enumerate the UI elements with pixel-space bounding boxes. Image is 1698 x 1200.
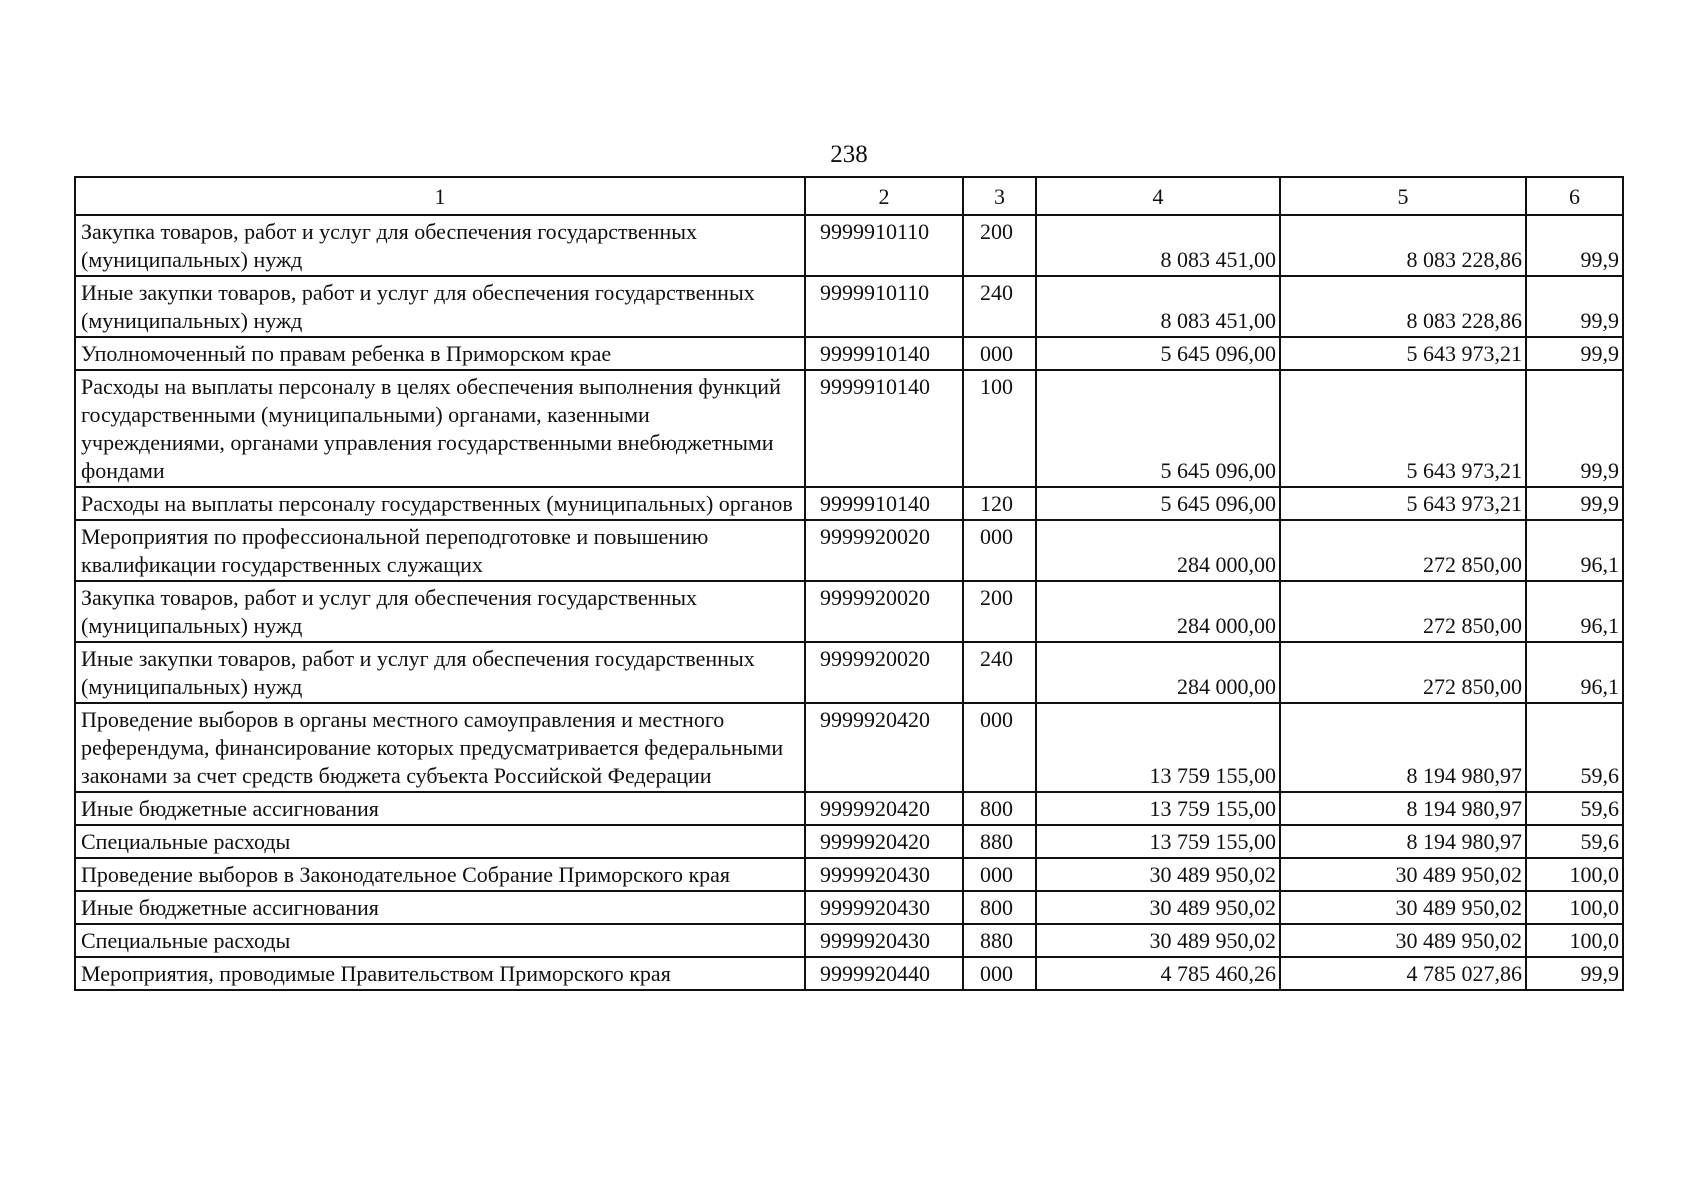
table-row [75, 825, 1623, 858]
row-actual-amount: 8 194 980,97 [1280, 825, 1526, 858]
row-actual-amount: 272 850,00 [1280, 520, 1526, 581]
row-percent: 99,9 [1526, 215, 1623, 276]
table-row [75, 337, 1623, 370]
table-row [75, 858, 1623, 891]
row-name: Иные закупки товаров, работ и услуг для обеспечения государственных (муниципальных) нужд [75, 642, 805, 703]
row-expense-type: 000 [963, 337, 1036, 370]
row-name: Расходы на выплаты персоналу государственных (муниципальных) органов [75, 487, 805, 520]
row-name: Закупка товаров, работ и услуг для обеспечения государственных (муниципальных) нужд [75, 215, 805, 276]
row-code: 9999920420 [805, 792, 963, 825]
row-percent: 99,9 [1526, 487, 1623, 520]
row-percent: 99,9 [1526, 957, 1623, 990]
budget-table [74, 176, 1624, 991]
row-percent: 100,0 [1526, 858, 1623, 891]
row-code: 9999910110 [805, 276, 963, 337]
row-actual-amount: 272 850,00 [1280, 581, 1526, 642]
row-percent: 100,0 [1526, 924, 1623, 957]
table-row [75, 642, 1623, 703]
row-expense-type: 120 [963, 487, 1036, 520]
row-expense-type: 240 [963, 642, 1036, 703]
row-plan-amount: 5 645 096,00 [1036, 337, 1280, 370]
row-plan-amount: 8 083 451,00 [1036, 276, 1280, 337]
column-header: 5 [1280, 177, 1526, 215]
row-code: 9999920020 [805, 642, 963, 703]
row-code: 9999920420 [805, 703, 963, 792]
row-expense-type: 240 [963, 276, 1036, 337]
table-row [75, 703, 1623, 792]
row-percent: 59,6 [1526, 703, 1623, 792]
table-row [75, 581, 1623, 642]
row-plan-amount: 30 489 950,02 [1036, 858, 1280, 891]
row-code: 9999910110 [805, 215, 963, 276]
row-name: Мероприятия, проводимые Правительством Приморского края [75, 957, 805, 990]
row-name: Мероприятия по профессиональной переподготовке и повышению квалификации государственных служащих [75, 520, 805, 581]
row-actual-amount: 4 785 027,86 [1280, 957, 1526, 990]
row-code: 9999920430 [805, 858, 963, 891]
row-plan-amount: 5 645 096,00 [1036, 370, 1280, 487]
row-plan-amount: 4 785 460,26 [1036, 957, 1280, 990]
row-code: 9999910140 [805, 370, 963, 487]
row-actual-amount: 8 194 980,97 [1280, 792, 1526, 825]
row-code: 9999910140 [805, 487, 963, 520]
row-expense-type: 000 [963, 858, 1036, 891]
row-actual-amount: 30 489 950,02 [1280, 858, 1526, 891]
row-code: 9999920440 [805, 957, 963, 990]
row-name: Специальные расходы [75, 825, 805, 858]
row-name: Иные бюджетные ассигнования [75, 792, 805, 825]
row-plan-amount: 13 759 155,00 [1036, 825, 1280, 858]
row-name: Проведение выборов в органы местного самоуправления и местного референдума, финансирование которых предусматривается федеральными законами за счет средств бюджета субъекта Российской Федерации [75, 703, 805, 792]
column-header: 4 [1036, 177, 1280, 215]
column-header: 2 [805, 177, 963, 215]
row-expense-type: 100 [963, 370, 1036, 487]
row-name: Иные бюджетные ассигнования [75, 891, 805, 924]
row-name: Закупка товаров, работ и услуг для обеспечения государственных (муниципальных) нужд [75, 581, 805, 642]
column-header: 1 [75, 177, 805, 215]
row-percent: 59,6 [1526, 792, 1623, 825]
row-actual-amount: 272 850,00 [1280, 642, 1526, 703]
row-code: 9999920420 [805, 825, 963, 858]
row-expense-type: 000 [963, 520, 1036, 581]
page-number: 238 [830, 141, 868, 168]
row-percent: 96,1 [1526, 642, 1623, 703]
row-percent: 96,1 [1526, 581, 1623, 642]
row-expense-type: 800 [963, 891, 1036, 924]
row-code: 9999920020 [805, 520, 963, 581]
row-expense-type: 000 [963, 957, 1036, 990]
row-actual-amount: 8 083 228,86 [1280, 215, 1526, 276]
row-name: Специальные расходы [75, 924, 805, 957]
table-row [75, 891, 1623, 924]
row-code: 9999910140 [805, 337, 963, 370]
row-percent: 96,1 [1526, 520, 1623, 581]
table-row [75, 487, 1623, 520]
row-actual-amount: 5 643 973,21 [1280, 337, 1526, 370]
row-actual-amount: 5 643 973,21 [1280, 487, 1526, 520]
row-actual-amount: 8 083 228,86 [1280, 276, 1526, 337]
row-plan-amount: 8 083 451,00 [1036, 215, 1280, 276]
table-row [75, 276, 1623, 337]
row-percent: 59,6 [1526, 825, 1623, 858]
table-row [75, 924, 1623, 957]
row-plan-amount: 5 645 096,00 [1036, 487, 1280, 520]
row-plan-amount: 284 000,00 [1036, 642, 1280, 703]
table-row [75, 215, 1623, 276]
row-actual-amount: 30 489 950,02 [1280, 924, 1526, 957]
row-plan-amount: 30 489 950,02 [1036, 924, 1280, 957]
row-expense-type: 200 [963, 581, 1036, 642]
row-name: Уполномоченный по правам ребенка в Приморском крае [75, 337, 805, 370]
row-actual-amount: 30 489 950,02 [1280, 891, 1526, 924]
row-expense-type: 000 [963, 703, 1036, 792]
row-percent: 99,9 [1526, 337, 1623, 370]
table-row [75, 520, 1623, 581]
table-body [75, 215, 1623, 990]
row-expense-type: 800 [963, 792, 1036, 825]
row-plan-amount: 13 759 155,00 [1036, 703, 1280, 792]
row-plan-amount: 13 759 155,00 [1036, 792, 1280, 825]
row-expense-type: 880 [963, 825, 1036, 858]
row-plan-amount: 284 000,00 [1036, 520, 1280, 581]
row-actual-amount: 5 643 973,21 [1280, 370, 1526, 487]
row-code: 9999920020 [805, 581, 963, 642]
row-percent: 100,0 [1526, 891, 1623, 924]
row-plan-amount: 284 000,00 [1036, 581, 1280, 642]
row-name: Иные закупки товаров, работ и услуг для обеспечения государственных (муниципальных) нужд [75, 276, 805, 337]
row-actual-amount: 8 194 980,97 [1280, 703, 1526, 792]
column-header: 3 [963, 177, 1036, 215]
row-name: Проведение выборов в Законодательное Собрание Приморского края [75, 858, 805, 891]
table-row [75, 792, 1623, 825]
header-row [75, 177, 1623, 215]
row-code: 9999920430 [805, 924, 963, 957]
table-row [75, 370, 1623, 487]
row-code: 9999920430 [805, 891, 963, 924]
column-header: 6 [1526, 177, 1623, 215]
row-name: Расходы на выплаты персоналу в целях обеспечения выполнения функций государственными (муниципальными) органами, казенными учреждениями, органами управления государственными внебюджетными фондами [75, 370, 805, 487]
row-expense-type: 880 [963, 924, 1036, 957]
row-plan-amount: 30 489 950,02 [1036, 891, 1280, 924]
row-percent: 99,9 [1526, 370, 1623, 487]
row-percent: 99,9 [1526, 276, 1623, 337]
table-row [75, 957, 1623, 990]
row-expense-type: 200 [963, 215, 1036, 276]
